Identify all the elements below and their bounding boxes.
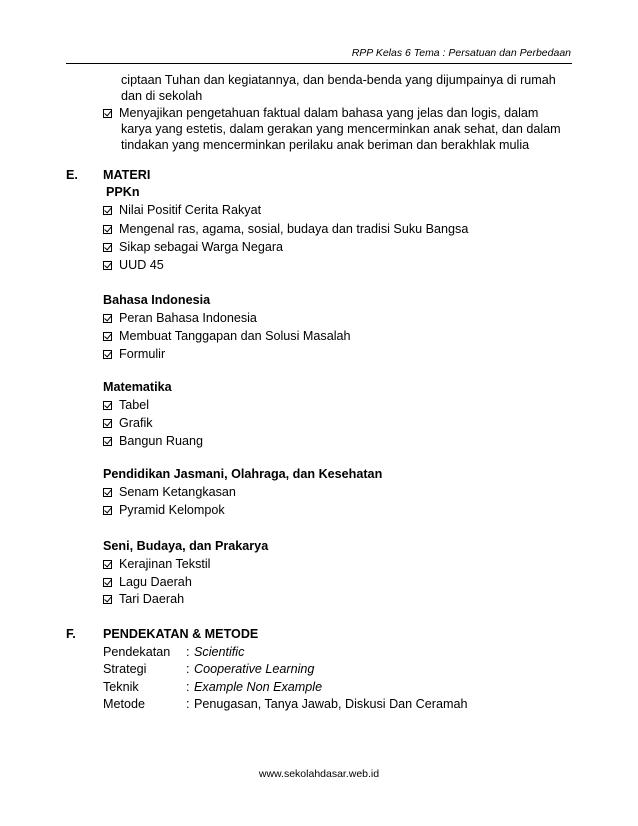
continuation-item-line-3: tindakan yang mencerminkan perilaku anak beriman dan berakhlak mulia [121, 138, 530, 152]
method-value: Scientific [194, 645, 245, 659]
group-title-bahasa-indonesia: Bahasa Indonesia [103, 293, 211, 307]
list-item [103, 502, 225, 518]
method-value: Example Non Example [194, 680, 323, 694]
list-item-text: Tabel [119, 398, 150, 412]
list-item-text: Tari Daerah [119, 592, 185, 606]
list-item [103, 397, 149, 413]
list-item-text: Mengenal ras, agama, sosial, budaya dan tradisi Suku Bangsa [119, 222, 469, 236]
group-title-ppkn: PPKn [106, 185, 140, 199]
group-title-sbdp: Seni, Budaya, dan Prakarya [103, 539, 269, 553]
group-title-pjok: Pendidikan Jasmani, Olahraga, dan Kesehatan [103, 467, 383, 481]
checkbox-icon [103, 578, 112, 587]
checkbox-icon [103, 419, 112, 428]
list-item [103, 556, 210, 572]
method-separator: : [186, 662, 190, 676]
list-item [103, 257, 164, 273]
section-e-letter: E. [66, 168, 78, 182]
list-item-text: Bangun Ruang [119, 434, 204, 448]
checkbox-icon [103, 595, 112, 604]
checkbox-icon [103, 560, 112, 569]
list-item [103, 202, 261, 218]
list-item-text: Pyramid Kelompok [119, 503, 225, 517]
list-item-text: Grafik [119, 416, 153, 430]
header-divider [66, 63, 572, 64]
method-value: Cooperative Learning [194, 662, 315, 676]
method-key: Teknik [103, 680, 139, 694]
group-title-matematika: Matematika [103, 380, 172, 394]
checkbox-icon [103, 206, 112, 215]
checkbox-icon [103, 506, 112, 515]
section-f-letter: F. [66, 627, 76, 641]
list-item-text: Kerajinan Tekstil [119, 557, 211, 571]
checkbox-icon [103, 437, 112, 446]
list-item [103, 346, 165, 362]
list-item-text: Peran Bahasa Indonesia [119, 311, 257, 325]
list-item-text: Formulir [119, 347, 166, 361]
checkbox-icon [103, 261, 112, 270]
page-footer-url: www.sekolahdasar.web.id [258, 768, 380, 780]
list-item [103, 591, 184, 607]
method-separator: : [186, 697, 190, 711]
list-item [103, 415, 153, 431]
list-item [103, 574, 192, 590]
list-item [103, 239, 283, 255]
list-item-text: Nilai Positif Cerita Rakyat [119, 203, 262, 217]
method-separator: : [186, 680, 190, 694]
method-key: Metode [103, 697, 146, 711]
list-item-text: Senam Ketangkasan [119, 485, 236, 499]
page-header-title: RPP Kelas 6 Tema : Persatuan dan Perbedaan [351, 47, 571, 59]
checkbox-icon [103, 225, 112, 234]
section-f-title: PENDEKATAN & METODE [103, 627, 259, 641]
checkbox-icon [103, 314, 112, 323]
checkbox-icon [103, 109, 112, 118]
method-separator: : [186, 645, 190, 659]
checkbox-icon [103, 332, 112, 341]
checkbox-icon [103, 243, 112, 252]
continuation-text-line-1: ciptaan Tuhan dan kegiatannya, dan benda-benda yang dijumpainya di rumah [121, 73, 556, 87]
list-item-text: Membuat Tanggapan dan Solusi Masalah [119, 329, 351, 343]
list-item [103, 328, 351, 344]
section-e-title: MATERI [103, 168, 151, 182]
continuation-list-item [103, 105, 538, 121]
list-item [103, 310, 257, 326]
method-value: Penugasan, Tanya Jawab, Diskusi Dan Ceramah [194, 697, 468, 711]
list-item [103, 433, 203, 449]
checkbox-icon [103, 401, 112, 410]
continuation-item-line-2: karya yang estetis, dalam gerakan yang mencerminkan anak sehat, dan dalam [121, 122, 561, 136]
checkbox-icon [103, 488, 112, 497]
list-item-text: Lagu Daerah [119, 575, 192, 589]
list-item-text: Sikap sebagai Warga Negara [119, 240, 284, 254]
list-item-text: UUD 45 [119, 258, 164, 272]
method-key: Strategi [103, 662, 147, 676]
list-item [103, 221, 468, 237]
continuation-item-line-1: Menyajikan pengetahuan faktual dalam bahasa yang jelas dan logis, dalam [119, 106, 539, 120]
list-item [103, 484, 236, 500]
checkbox-icon [103, 350, 112, 359]
continuation-text-line-2: dan di sekolah [121, 89, 203, 103]
method-key: Pendekatan [103, 645, 171, 659]
